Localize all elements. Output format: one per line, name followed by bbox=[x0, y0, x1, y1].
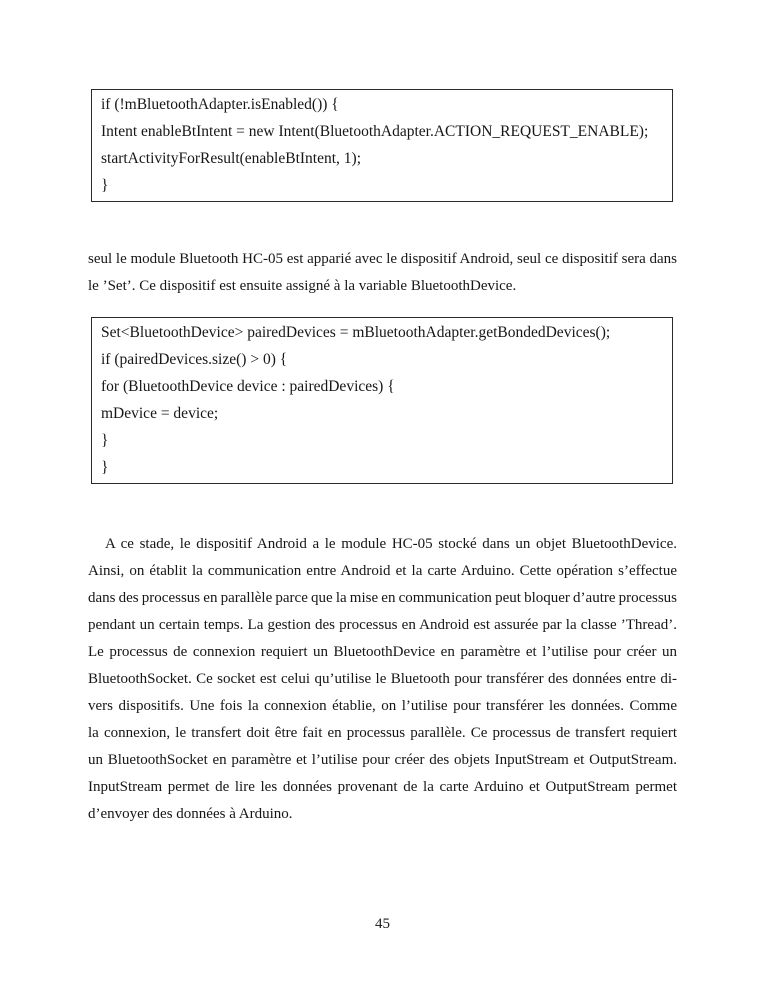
paragraph-line: un BluetoothSocket en paramètre et l’utilise pour créer des objets InputStream et OutputStream. bbox=[88, 752, 677, 768]
paragraph-2 bbox=[88, 531, 677, 828]
code-line: } bbox=[101, 177, 109, 194]
paragraph-line: pendant un certain temps. La gestion des processus en Android est assurée par la classe ’Thread’. bbox=[88, 617, 677, 633]
code-line: } bbox=[101, 432, 109, 449]
paragraph-line: A ce stade, le dispositif Android a le module HC-05 stocké dans un objet BluetoothDevice. bbox=[105, 536, 677, 552]
paragraph-1 bbox=[88, 246, 677, 300]
code-line: if (!mBluetoothAdapter.isEnabled()) { bbox=[101, 96, 339, 113]
code-line: for (BluetoothDevice device : pairedDevices) { bbox=[101, 378, 395, 395]
paragraph-line: seul le module Bluetooth HC-05 est apparié avec le dispositif Android, seul ce dispositif sera dans bbox=[88, 251, 677, 267]
paragraph-line: d’envoyer des données à Arduino. bbox=[88, 806, 293, 822]
code-block-1 bbox=[91, 89, 673, 202]
paragraph-line: la connexion, le transfert doit être fait en processus parallèle. Ce processus de transfert requiert bbox=[88, 725, 677, 741]
paragraph-line: dans des processus en parallèle parce que la mise en communication peut bloquer d’autre processus bbox=[88, 590, 677, 606]
paragraph-line: Ainsi, on établit la communication entre Android et la carte Arduino. Cette opération s’effectue bbox=[88, 563, 677, 579]
code-line: startActivityForResult(enableBtIntent, 1); bbox=[101, 150, 362, 167]
paragraph-line: Le processus de connexion requiert un BluetoothDevice en paramètre et l’utilise pour créer un bbox=[88, 644, 677, 660]
code-line: } bbox=[101, 459, 109, 476]
code-block-2 bbox=[91, 317, 673, 484]
paragraph-line: BluetoothSocket. Ce socket est celui qu’utilise le Bluetooth pour transférer des données entre di- bbox=[88, 671, 677, 687]
code-line: if (pairedDevices.size() > 0) { bbox=[101, 351, 288, 368]
code-line: Intent enableBtIntent = new Intent(BluetoothAdapter.ACTION_REQUEST_ENABLE); bbox=[101, 123, 649, 140]
paragraph-line: le ’Set’. Ce dispositif est ensuite assigné à la variable BluetoothDevice. bbox=[88, 278, 517, 294]
paragraph-line: InputStream permet de lire les données provenant de la carte Arduino et OutputStream permet bbox=[88, 779, 677, 795]
page-content bbox=[88, 89, 677, 828]
paragraph-line: vers dispositifs. Une fois la connexion établie, on l’utilise pour transférer les données. Comme bbox=[88, 698, 677, 714]
code-line: Set<BluetoothDevice> pairedDevices = mBluetoothAdapter.getBondedDevices(); bbox=[101, 324, 611, 341]
code-line: mDevice = device; bbox=[101, 405, 219, 422]
page-number: 45 bbox=[375, 916, 390, 932]
